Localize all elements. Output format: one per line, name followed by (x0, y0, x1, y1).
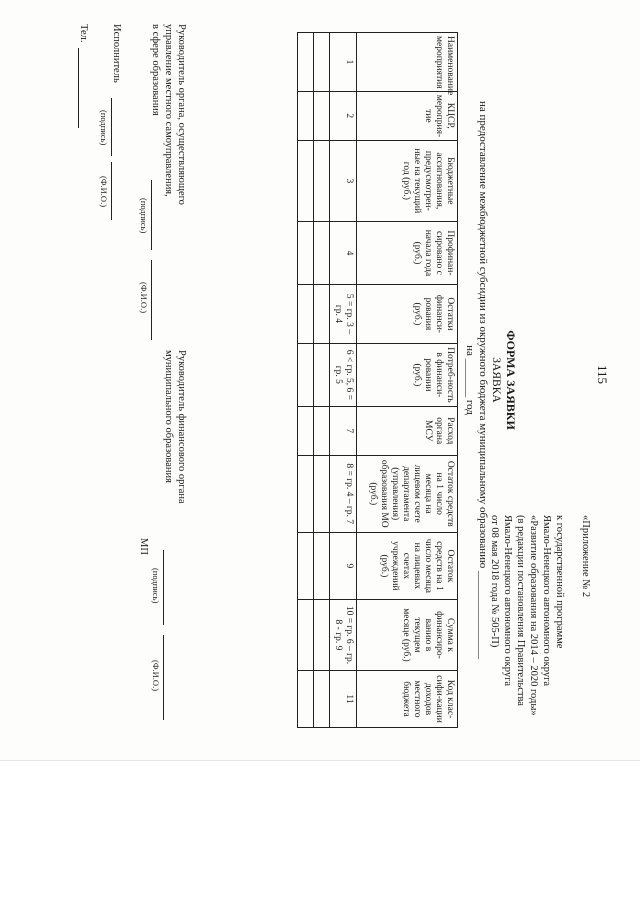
table-row (314, 33, 330, 728)
fio-line (151, 260, 152, 340)
phone-label: Тел. (78, 24, 89, 43)
executor-label: Исполнитель (111, 24, 122, 83)
sign-label: (подпись) (151, 568, 161, 604)
table-header: Остатки финанси-рования (руб.) (357, 284, 458, 343)
table-header: Остаток средств на 1 число месяца на лицевом счете департамента (управления) образования МО (руб.) (357, 455, 458, 532)
appendix-line: «Развитие образования на 2014 – 2020 годы» (528, 515, 539, 716)
request-title: ЗАЯВКА (490, 357, 502, 403)
fio-line (111, 162, 112, 220)
sign-label: (подпись) (139, 198, 149, 234)
column-number: 4 (330, 221, 357, 284)
table-header: Профинан-сировано с начала года (руб.) (357, 221, 458, 284)
fio-label: (Ф.И.О.) (99, 176, 109, 208)
signature-line (151, 180, 152, 250)
table-header: Наименование мероприятия (357, 33, 458, 92)
left-signatory (149, 24, 188, 205)
table-header: Потреб-ность в финанси-ровании (руб.) (357, 343, 458, 406)
column-number: 11 (330, 671, 357, 728)
signature-line (163, 550, 164, 625)
column-number: 10 = гр. 6 – гр. 8 - гр. 9 (330, 599, 357, 670)
phone-line (78, 48, 79, 128)
appendix-line: Ямало-Ненецкого автономного округа (541, 515, 552, 687)
appendix-line: «Приложение № 2 (580, 515, 591, 598)
column-number: 1 (330, 33, 357, 92)
appendix-line (566, 515, 579, 716)
appendix-line: Ямало-Ненецкого автономного округа (502, 515, 513, 687)
signature-line (111, 98, 112, 156)
table-number-row (330, 33, 357, 728)
request-subtitle: на предоставление межбюджетной субсидии из окружного бюджета муниципальному образованию ________________ (477, 101, 489, 659)
table-header: КЦСР, мероприя-тие (357, 91, 458, 140)
table-header: Остаток средств на 1 число месяца на лицевых счетах учреждений (руб.) (357, 532, 458, 599)
signatory-line: Руководитель органа, осуществляющего (176, 24, 187, 205)
page-number: 115 (595, 365, 610, 385)
form-title: ФОРМА ЗАЯВКИ (504, 330, 518, 430)
column-number: 2 (330, 91, 357, 140)
table-header: Код клас-сифи-кации доходов местного бюджета (357, 671, 458, 728)
appendix-line: (в редакции постановления Правительства (515, 515, 526, 706)
appendix-line: к государственной программе (554, 515, 565, 649)
signatory-line: Руководитель финансового органа (176, 350, 187, 504)
signatory-line: муниципального образования (163, 350, 174, 483)
request-table (297, 32, 458, 728)
right-signatory (162, 350, 188, 504)
table-row (298, 33, 314, 728)
seal-mark: МП (138, 538, 149, 555)
table-header-row (357, 33, 458, 728)
fio-label: (Ф.И.О.) (139, 282, 149, 314)
column-number: 9 (330, 532, 357, 599)
signatory-line: управление местного самоуправления, (163, 24, 174, 197)
appendix-line: от 08 мая 2018 года № 505-П) (489, 515, 500, 648)
column-number: 3 (330, 140, 357, 221)
table-header: Расход органа МСУ (357, 406, 458, 455)
fio-line (163, 635, 164, 720)
sign-label: (подпись) (99, 110, 109, 146)
table-header: Бюджетные ассигнования, предусмотрен-ные на текущий год (руб.) (357, 140, 458, 221)
column-number: 7 (330, 406, 357, 455)
column-number: 6 < гр. 5, 6 = гр. 5 (330, 343, 357, 406)
column-number: 8 = гр. 4 – гр. 7 (330, 455, 357, 532)
fio-label: (Ф.И.О.) (151, 660, 161, 692)
signatory-line: в сфере образования (150, 24, 161, 116)
table-header: Сумма к финансиро-ванию в текущем месяце (руб.) (357, 599, 458, 670)
column-number: 5 = гр. 3 – гр. 4 (330, 284, 357, 343)
rotated-content (20, 10, 620, 750)
request-year-line: на _______ год (464, 345, 476, 415)
